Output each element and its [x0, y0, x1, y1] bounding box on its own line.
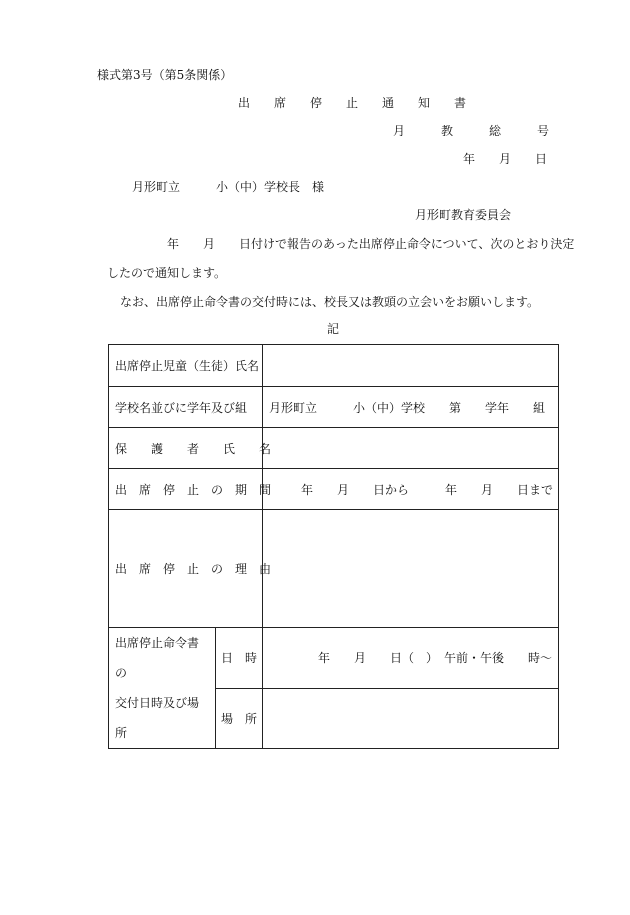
row-reason — [109, 510, 559, 628]
row-student-name — [109, 345, 559, 387]
school-grade-field[interactable]: 月形町立 小（中）学校 第 学年 組 — [263, 387, 559, 428]
datetime-field[interactable]: 年 月 日（ ） 午前・午後 時〜 — [263, 628, 559, 689]
delivery-label-line-2: 交付日時及び場所 — [115, 696, 200, 740]
school-grade-label: 学校名並びに学年及び組 — [109, 387, 263, 428]
student-name-label: 出席停止児童（生徒）氏名 — [109, 345, 263, 387]
place-field[interactable] — [263, 688, 559, 749]
sender: 月形町教育委員会 — [415, 208, 512, 222]
form-number: 様式第3号（第5条関係） — [97, 68, 233, 82]
addressee: 月形町立 小（中）学校長 様 — [132, 180, 325, 194]
guardian-label: 保 護 者 氏 名 — [109, 428, 263, 469]
body-line-3: なお、出席停止命令書の交付時には、校長又は教頭の立会いをお願いします。 — [120, 295, 540, 309]
body-line-2: したので通知します。 — [107, 266, 227, 280]
issue-date: 年 月 日 — [463, 152, 548, 166]
row-school-grade — [109, 387, 559, 428]
period-field[interactable]: 年 月 日から 年 月 日まで — [263, 469, 559, 510]
row-period — [109, 469, 559, 510]
place-label: 場 所 — [216, 688, 263, 749]
ki-heading: 記 — [327, 322, 340, 336]
notice-table — [108, 344, 559, 749]
delivery-label-line-1: 出席停止命令書の — [115, 636, 200, 680]
reason-label: 出 席 停 止 の 理 由 — [109, 510, 263, 628]
row-guardian — [109, 428, 559, 469]
reason-field[interactable] — [263, 510, 559, 628]
document-number: 月 教 総 号 — [393, 124, 550, 138]
row-delivery-datetime — [109, 628, 559, 689]
student-name-field[interactable] — [263, 345, 559, 387]
document-title: 出 席 停 止 通 知 書 — [238, 96, 467, 110]
delivery-label — [109, 628, 216, 749]
body-line-1: 年 月 日付けで報告のあった出席停止命令について、次のとおり決定 — [167, 237, 575, 251]
period-label: 出 席 停 止 の 期 間 — [109, 469, 263, 510]
datetime-label: 日 時 — [216, 628, 263, 689]
guardian-name-field[interactable] — [263, 428, 559, 469]
